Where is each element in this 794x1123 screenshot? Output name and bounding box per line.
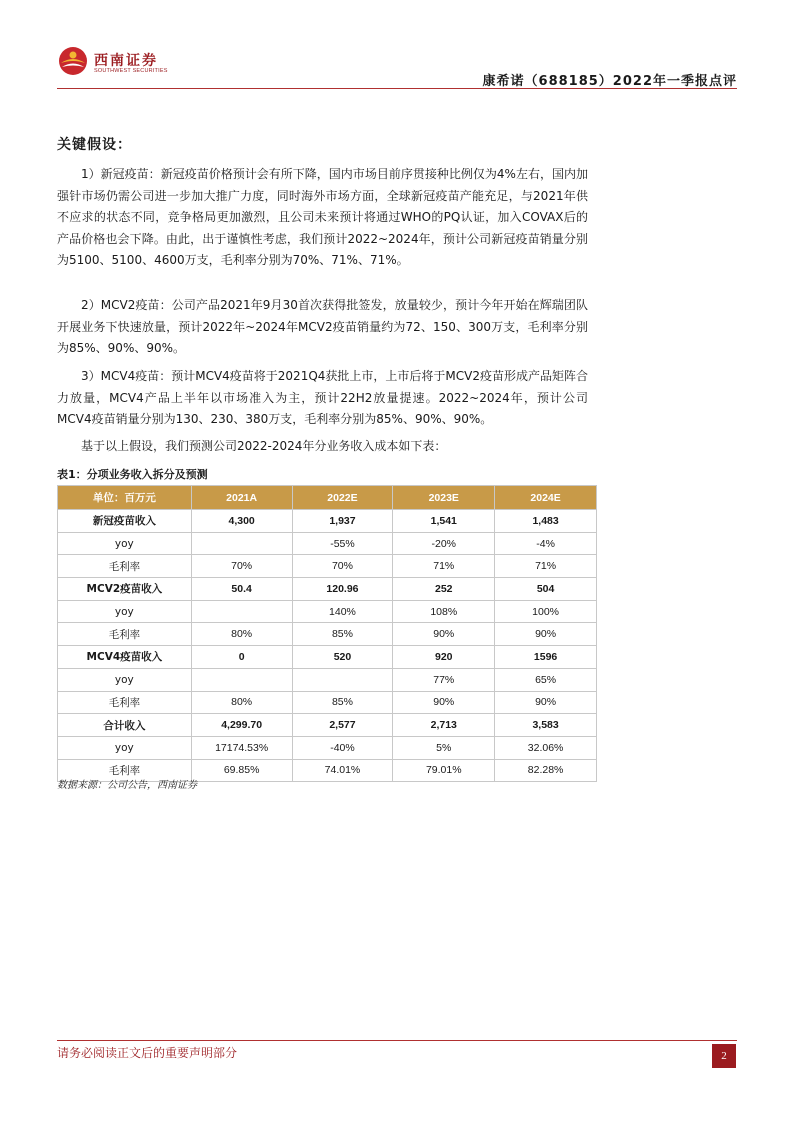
- table-cell: [191, 668, 292, 691]
- table-cell: 5%: [393, 736, 495, 759]
- table-cell: 71%: [393, 555, 495, 578]
- table-header-row: [58, 486, 597, 510]
- table-cell: 90%: [495, 623, 597, 646]
- row-label: 毛利率: [58, 555, 192, 578]
- logo-text-en: SOUTHWEST SECURITIES: [94, 68, 168, 74]
- table-row: [58, 736, 597, 759]
- table-cell: 71%: [495, 555, 597, 578]
- table-cell: -20%: [393, 532, 495, 555]
- table-row: [58, 691, 597, 714]
- table-source-note: 数据来源：公司公告，西南证券: [57, 780, 197, 791]
- table-row: [58, 600, 597, 623]
- paragraph-mcv2: 2）MCV2疫苗：公司产品2021年9月30首次获得批签发，放量较少，预计今年开始在辉瑞团队开展业务下快速放量，预计2022年~2024年MCV2疫苗销量约为72、150、300万支，毛利率分别为85%、90%、90%。: [57, 298, 588, 355]
- table-cell: 100%: [495, 600, 597, 623]
- table-cell: -40%: [292, 736, 393, 759]
- table-cell: 4,300: [191, 510, 292, 533]
- table-cell: 90%: [393, 691, 495, 714]
- table-cell: -55%: [292, 532, 393, 555]
- logo-emblem-icon: [58, 46, 88, 76]
- table-row: [58, 578, 597, 601]
- table-cell: 252: [393, 578, 495, 601]
- table-cell: 2,713: [393, 714, 495, 737]
- table-cell: 90%: [393, 623, 495, 646]
- table-cell: 70%: [191, 555, 292, 578]
- paragraph-mcv4: 3）MCV4疫苗：预计MCV4疫苗将于2021Q4获批上市，上市后将于MCV2疫苗形成产品矩阵合力放量，MCV4产品上半年以市场准入为主，预计22H2放量提速。2022~2024年，预计公司MCV4疫苗销量分别为130、230、380万支，毛利率分别为85%、90%、90%。: [57, 369, 588, 426]
- paragraph-covid-vaccine: 1）新冠疫苗：新冠疫苗价格预计会有所下降，国内市场目前序贯接种比例仅为4%左右，国内加强针市场仍需公司进一步加大推广力度，同时海外市场方面，全球新冠疫苗产能充足，与2021年供不应求的状态不同，竞争格局更加激烈，且公司未来预计将通过WHO的PQ认证，加入COVAX后的产品价格也会下降。由此，出于谨慎性考虑，我们预计2022~2024年，预计公司新冠疫苗销量分别为5100、5100、4600万支，毛利率分别为70%、71%、71%。: [57, 167, 588, 267]
- table-cell: 140%: [292, 600, 393, 623]
- row-label: yoy: [58, 532, 192, 555]
- table-cell: [191, 600, 292, 623]
- table-cell: 50.4: [191, 578, 292, 601]
- table-cell: 80%: [191, 623, 292, 646]
- header-cell-2023e: 2023E: [393, 486, 495, 510]
- table-row: [58, 646, 597, 669]
- table-cell: 69.85%: [191, 759, 292, 782]
- table-cell: 32.06%: [495, 736, 597, 759]
- header-cell-2021a: 2021A: [191, 486, 292, 510]
- table-cell: 82.28%: [495, 759, 597, 782]
- table-cell: 80%: [191, 691, 292, 714]
- table-cell: 77%: [393, 668, 495, 691]
- row-label: 毛利率: [58, 691, 192, 714]
- table-cell: 0: [191, 646, 292, 669]
- table-cell: 108%: [393, 600, 495, 623]
- table-cell: -4%: [495, 532, 597, 555]
- table-row: [58, 623, 597, 646]
- table-cell: 504: [495, 578, 597, 601]
- table-row: [58, 510, 597, 533]
- row-label: yoy: [58, 668, 192, 691]
- table-caption: 表1：分项业务收入拆分及预测: [57, 468, 208, 481]
- table-row: [58, 555, 597, 578]
- table-cell: 79.01%: [393, 759, 495, 782]
- table-cell: 3,583: [495, 714, 597, 737]
- footer-disclaimer: 请务必阅读正文后的重要声明部分: [57, 1046, 238, 1060]
- row-label: MCV2疫苗收入: [58, 578, 192, 601]
- header-cell-2024e: 2024E: [495, 486, 597, 510]
- table-row: [58, 714, 597, 737]
- table-row: [58, 532, 597, 555]
- header-cell-unit: 单位：百万元: [58, 486, 192, 510]
- header-divider: [57, 88, 737, 89]
- row-label: yoy: [58, 600, 192, 623]
- report-title: 康希诺（688185）2022年一季报点评: [482, 74, 737, 89]
- row-label: MCV4疫苗收入: [58, 646, 192, 669]
- table-cell: 1,937: [292, 510, 393, 533]
- table-cell: 120.96: [292, 578, 393, 601]
- company-logo: [58, 46, 173, 86]
- table-cell: 1,483: [495, 510, 597, 533]
- table-cell: 70%: [292, 555, 393, 578]
- row-label: 新冠疫苗收入: [58, 510, 192, 533]
- table-cell: 65%: [495, 668, 597, 691]
- paragraph-summary: 基于以上假设，我们预测公司2022-2024年分业务收入成本如下表：: [81, 439, 447, 453]
- footer-divider: [57, 1040, 737, 1041]
- page-number: 2: [712, 1044, 736, 1068]
- table-cell: 520: [292, 646, 393, 669]
- table-cell: 17174.53%: [191, 736, 292, 759]
- header-cell-2022e: 2022E: [292, 486, 393, 510]
- table-cell: 1,541: [393, 510, 495, 533]
- section-title: 关键假设：: [57, 137, 132, 153]
- logo-text-cn: 西南证券: [94, 53, 158, 69]
- table-cell: 85%: [292, 623, 393, 646]
- table-cell: 90%: [495, 691, 597, 714]
- table-cell: 1596: [495, 646, 597, 669]
- table-cell: [292, 668, 393, 691]
- revenue-forecast-table: [57, 485, 597, 782]
- row-label: 合计收入: [58, 714, 192, 737]
- table-row: [58, 668, 597, 691]
- row-label: 毛利率: [58, 623, 192, 646]
- table-cell: 920: [393, 646, 495, 669]
- row-label: 毛利率: [58, 759, 192, 782]
- table-cell: 2,577: [292, 714, 393, 737]
- table-cell: 74.01%: [292, 759, 393, 782]
- row-label: yoy: [58, 736, 192, 759]
- table-cell: [191, 532, 292, 555]
- table-cell: 4,299.70: [191, 714, 292, 737]
- table-cell: 85%: [292, 691, 393, 714]
